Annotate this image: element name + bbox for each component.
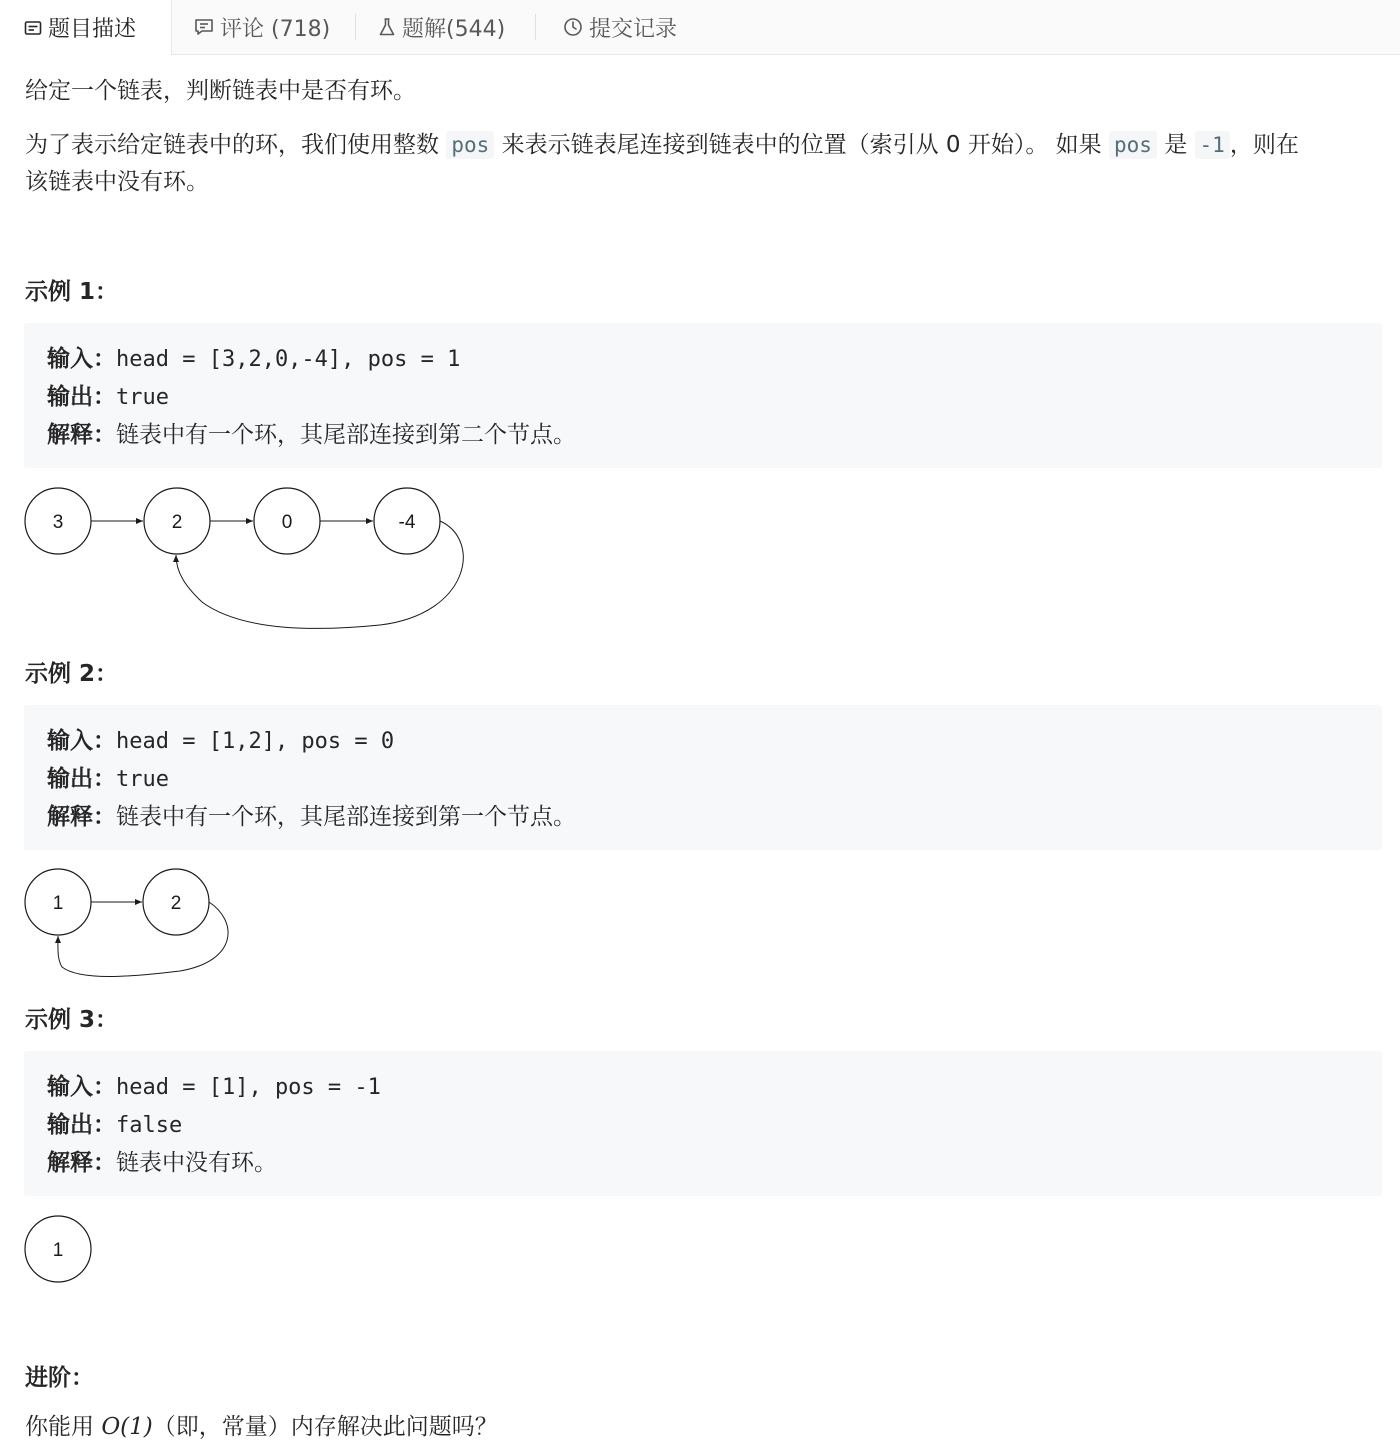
tab-comments-label: 评论 (718) (220, 16, 331, 42)
advanced-text (25, 1409, 498, 1445)
svg-text:2: 2 (170, 893, 182, 914)
example-output-line (47, 760, 169, 793)
description-paragraph-1 (25, 73, 416, 109)
example-output-line (47, 378, 169, 411)
input-value: head = [1,2], pos = 0 (116, 729, 395, 754)
list-node (254, 488, 320, 554)
example-3-code-block (24, 1051, 1382, 1196)
tab-solutions[interactable] (378, 0, 505, 54)
svg-text:-4: -4 (398, 512, 416, 533)
description-text: ，则在 (1229, 132, 1299, 158)
inline-code: -1 (1195, 131, 1230, 159)
tab-divider (535, 14, 536, 40)
example-1-heading: 示例 1： (25, 279, 119, 305)
input-label: 输入： (47, 728, 116, 754)
example-3-linked-list-diagram (20, 1210, 100, 1290)
list-node (25, 488, 91, 554)
flask-icon (378, 17, 396, 37)
input-label: 输入： (47, 1074, 116, 1100)
tab-solutions-label: 题解(544) (402, 16, 506, 42)
description-paragraph-2-line-2 (25, 164, 209, 200)
input-label: 输入： (47, 346, 116, 372)
tab-description[interactable] (0, 0, 172, 55)
example-input-line (47, 1068, 381, 1101)
example-2-code-block (24, 705, 1382, 850)
tab-submissions[interactable] (563, 0, 677, 54)
explain-label: 解释： (47, 1150, 116, 1176)
tab-description-label: 题目描述 (48, 17, 137, 42)
description-paragraph-2 (25, 127, 1385, 163)
svg-text:3: 3 (52, 512, 64, 533)
list-node (143, 869, 209, 935)
svg-text:0: 0 (281, 512, 293, 533)
comment-icon (194, 17, 214, 37)
output-label: 输出： (47, 1112, 116, 1138)
example-2-linked-list-diagram (20, 863, 260, 983)
example-explain-line (47, 1144, 277, 1177)
explain-value: 链表中没有环。 (116, 1150, 277, 1176)
list-node (25, 869, 91, 935)
output-value: true (116, 767, 169, 792)
explain-label: 解释： (47, 804, 116, 830)
description-text: 该链表中没有环。 (25, 169, 209, 195)
advanced-heading: 进阶： (25, 1365, 94, 1391)
output-label: 输出： (47, 766, 116, 792)
tab-bar (0, 0, 1400, 55)
output-value: true (116, 385, 169, 410)
explain-label: 解释： (47, 422, 116, 448)
svg-text:1: 1 (52, 893, 64, 914)
example-explain-line (47, 798, 576, 831)
tab-submissions-label: 提交记录 (589, 16, 678, 42)
example-input-line (47, 340, 460, 373)
example-1-linked-list-diagram (20, 482, 480, 634)
example-output-line (47, 1106, 182, 1139)
list-node (144, 488, 210, 554)
example-3-heading: 示例 3： (25, 1007, 119, 1033)
inline-code: pos (1109, 131, 1157, 159)
example-2-heading: 示例 2： (25, 661, 119, 687)
output-value: false (116, 1113, 183, 1138)
svg-text:1: 1 (52, 1240, 64, 1261)
example-explain-line (47, 416, 576, 449)
explain-value: 链表中有一个环，其尾部连接到第二个节点。 (116, 422, 576, 448)
input-value: head = [3,2,0,-4], pos = 1 (116, 347, 461, 372)
clock-icon (563, 17, 583, 37)
complexity-math: O(1) (101, 1414, 153, 1440)
description-text: 为了表示给定链表中的环，我们使用整数 (25, 132, 439, 158)
example-input-line (47, 722, 394, 755)
inline-code: pos (446, 131, 494, 159)
tab-comments[interactable] (194, 0, 330, 54)
output-label: 输出： (47, 384, 116, 410)
svg-text:2: 2 (171, 512, 183, 533)
description-text: 给定一个链表，判断链表中是否有环。 (25, 78, 416, 104)
description-text: 来表示链表尾连接到链表中的位置（索引从 0 开始）。 如果 (501, 132, 1102, 158)
input-value: head = [1], pos = -1 (116, 1075, 381, 1100)
advanced-text-part: 你能用 (25, 1414, 94, 1440)
example-1-code-block (24, 323, 1382, 468)
explain-value: 链表中有一个环，其尾部连接到第一个节点。 (116, 804, 576, 830)
advanced-text-part: （即，常量）内存解决此问题吗？ (152, 1414, 498, 1440)
tab-divider (355, 14, 356, 40)
description-text: 是 (1164, 132, 1188, 158)
description-icon (24, 19, 42, 37)
list-node (25, 1216, 91, 1282)
list-node (374, 488, 440, 554)
